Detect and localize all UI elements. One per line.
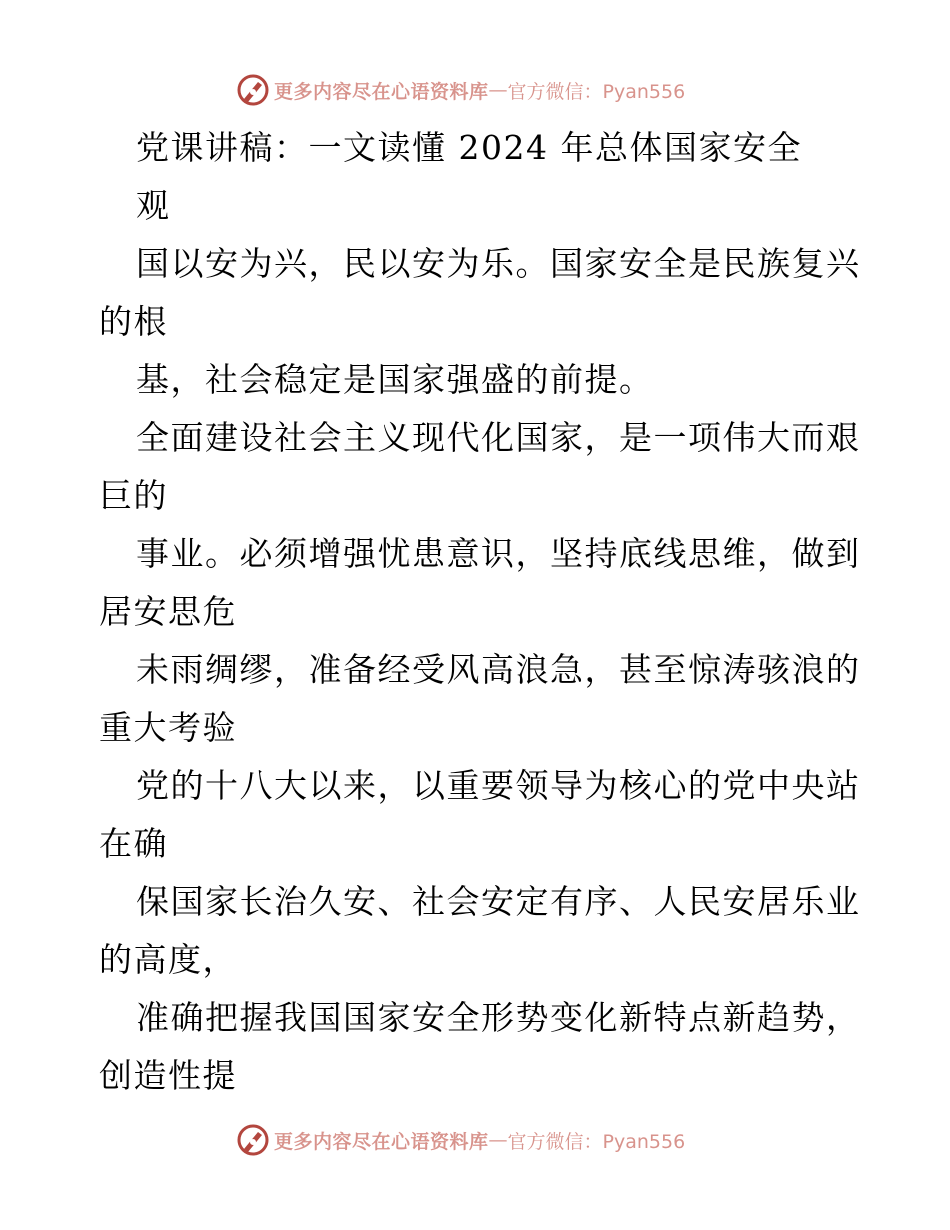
header-watermark <box>236 70 685 110</box>
paragraph-line: 在确 <box>99 824 168 863</box>
pen-logo-icon <box>236 1123 270 1157</box>
paragraph-line: 的根 <box>99 302 168 341</box>
paragraph-line: 创造性提 <box>99 1056 237 1095</box>
watermark-text: 更多内容尽在心语资料库 <box>274 80 489 103</box>
paragraph-line: 保国家长治久安、社会安定有序、人民安居乐业 <box>136 882 861 921</box>
paragraph-line: 基，社会稳定是国家强盛的前提。 <box>136 360 654 399</box>
paragraph-line: 的高度， <box>99 940 237 979</box>
document-title: 党课讲稿：一文读懂 2024 年总体国家安全 <box>136 128 802 167</box>
paragraph-line: 全面建设社会主义现代化国家，是一项伟大而艰 <box>136 418 861 457</box>
paragraph-line: 准确把握我国国家安全形势变化新特点新趋势， <box>136 998 861 1037</box>
watermark-text: 更多内容尽在心语资料库 <box>274 1130 489 1153</box>
paragraph-line: 党的十八大以来，以重要领导为核心的党中央站 <box>136 766 861 805</box>
watermark-separator: — <box>488 1129 508 1151</box>
watermark-separator: — <box>488 79 508 101</box>
paragraph-line: 国以安为兴，民以安为乐。国家安全是民族复兴 <box>136 244 861 283</box>
watermark-wechat: 官方微信：Pyan556 <box>507 80 686 103</box>
paragraph-line: 重大考验 <box>99 708 237 747</box>
footer-watermark <box>236 1120 685 1160</box>
watermark-wechat: 官方微信：Pyan556 <box>507 1130 686 1153</box>
document-title-continued: 观 <box>136 186 171 225</box>
paragraph-line: 巨的 <box>99 476 168 515</box>
paragraph-line: 未雨绸缪，准备经受风高浪急，甚至惊涛骇浪的 <box>136 650 861 689</box>
paragraph-line: 事业。必须增强忧患意识，坚持底线思维，做到 <box>136 534 861 573</box>
paragraph-line: 居安思危 <box>99 592 237 631</box>
pen-logo-icon <box>236 73 270 107</box>
